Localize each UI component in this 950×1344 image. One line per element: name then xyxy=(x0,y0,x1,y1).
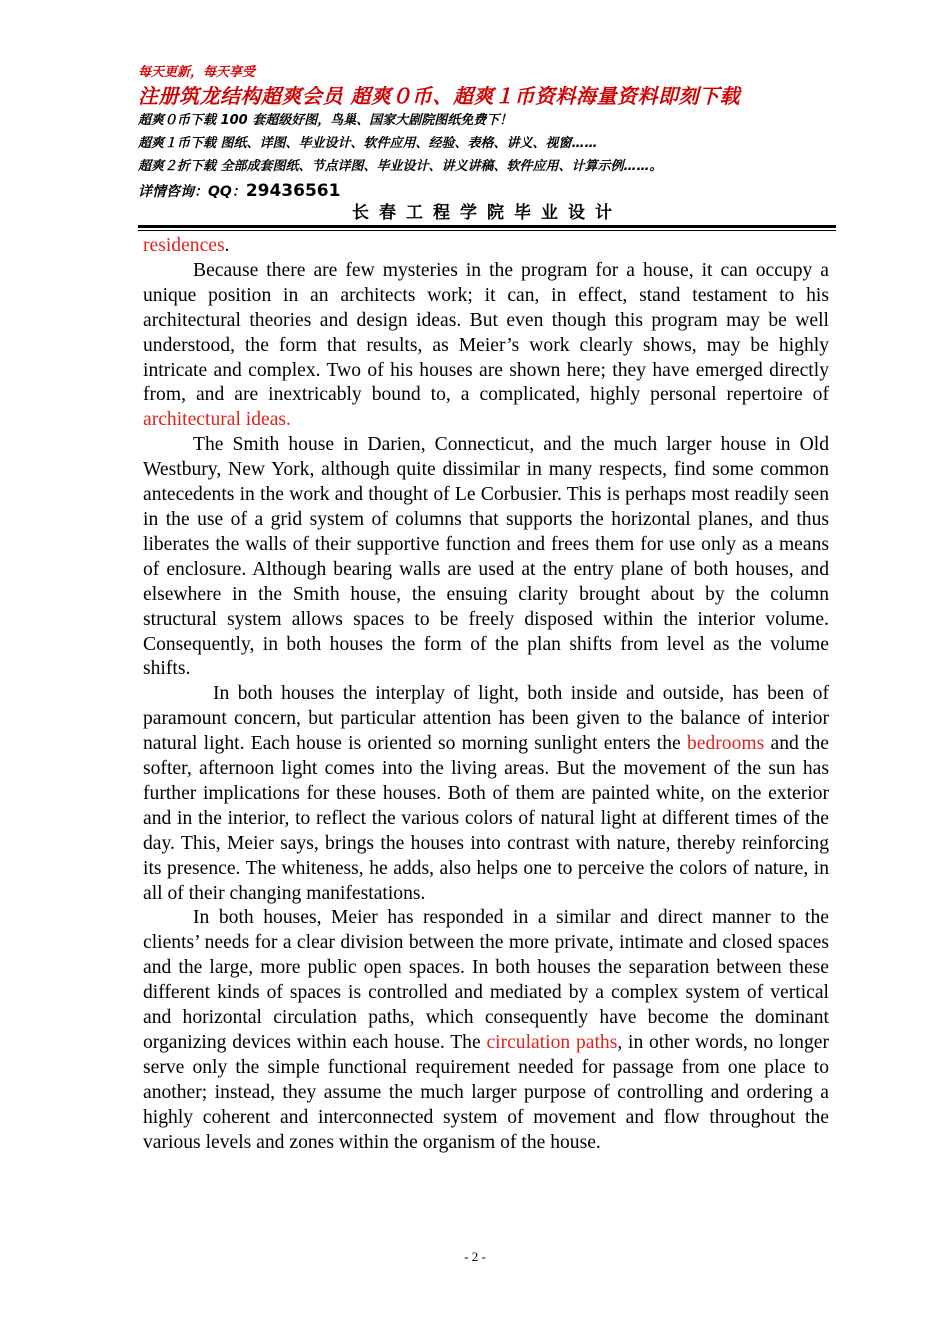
paragraph-3: In both houses the interplay of light, both inside and outside, has been of paramount concern, but particular attention has been given to the balance of interior natural light. Each house is oriented so morning sunlight enters the bedrooms and the softer, afternoon light comes into the living areas. But the movement of the sun has further implications for these houses. Both of them are painted white, on the exterior and in the interior, to reflect the various colors of natural light at different times of the day. This, Meier says, brings the houses into contrast with nature, thereby reinforcing its presence. The whiteness, he adds, also helps one to perceive the colors of nature, in all of their changing manifestations. xyxy=(143,683,829,904)
paragraph-0: residences. xyxy=(143,235,230,256)
keyword-link[interactable]: residences xyxy=(143,235,225,256)
paragraph-4: In both houses, Meier has responded in a similar and direct manner to the clients’ needs for a clear division between the more private, intimate and closed spaces and the large, more public open spaces. In both houses the separation between these different kinds of spaces is controlled and mediated by a complex system of vertical and horizontal circulation paths, which consequently have become the dominant organizing devices within each house. The circulation paths, in other words, no longer serve only the simple functional requirement needed for passage from one place to another; instead, they assume the much larger purpose of controlling and ordering a highly coherent and interconnected system of movement and flow throughout the various levels and zones within the organism of the house. xyxy=(143,907,829,1153)
paragraph-2: The Smith house in Darien, Connecticut, and the much larger house in Old Westbury, New York, although quite dissimilar in many respects, find some common antecedents in the work and thought of Le Corbusier. This is perhaps most readily seen in the use of a grid system of columns that supports the horizontal planes, and thus liberates the walls of their supportive function and frees them for use only as a means of enclosure. Although bearing walls are used at the entry plane of both houses, and elsewhere in the Smith house, the ensuing clarity brought about by the column structural system allows spaces to be freely disposed within the interior volume. Consequently, in both houses the form of the plan shifts from level as the volume shifts. xyxy=(143,434,829,680)
keyword-link[interactable]: circulation paths xyxy=(486,1032,618,1053)
keyword-link[interactable]: bedrooms xyxy=(686,733,765,755)
promo-title[interactable]: 注册筑龙结构超爽会员 超爽０币、超爽１币资料海量资料即刻下载 xyxy=(138,84,740,108)
promo-line-one: 超爽１币下载 图纸、详图、毕业设计、软件应用、经验、表格、讲义、视窗…… xyxy=(138,136,598,151)
contact-label: 详情咨询：QQ： xyxy=(138,184,246,200)
paragraph-1: Because there are few mysteries in the program for a house, it can occupy a unique position in an architects work; it can, in effect, stand testament to his architectural theories and design ideas. But even though this program may be well understood, the form that results, as Meier’s work clearly shows, may be highly intricate and complex. Two of his houses are shown here; they have emerged directly from, and are inextricably bound to, a complicated, highly personal repertoire of architectural ideas. xyxy=(143,259,829,431)
page-number: - 2 - xyxy=(464,1249,486,1264)
contact-qq: 29436561 xyxy=(245,181,341,201)
school-title: 长春工程学院毕业设计 xyxy=(352,203,622,223)
promo-header xyxy=(138,66,838,205)
document-body xyxy=(143,234,829,1156)
promo-line-two: 超爽２折下载 全部成套图纸、节点详图、毕业设计、讲义讲稿、软件应用、计算示例……。 xyxy=(138,159,663,174)
promo-line-zero: 超爽０币下载 100 套超级好图，鸟巢、国家大剧院图纸免费下！ xyxy=(138,113,513,128)
tagline: 每天更新，每天享受 xyxy=(138,65,256,80)
keyword-link[interactable]: architectural ideas. xyxy=(143,409,291,431)
header-rule-thin xyxy=(138,230,836,231)
header-rule-thick xyxy=(138,225,836,228)
